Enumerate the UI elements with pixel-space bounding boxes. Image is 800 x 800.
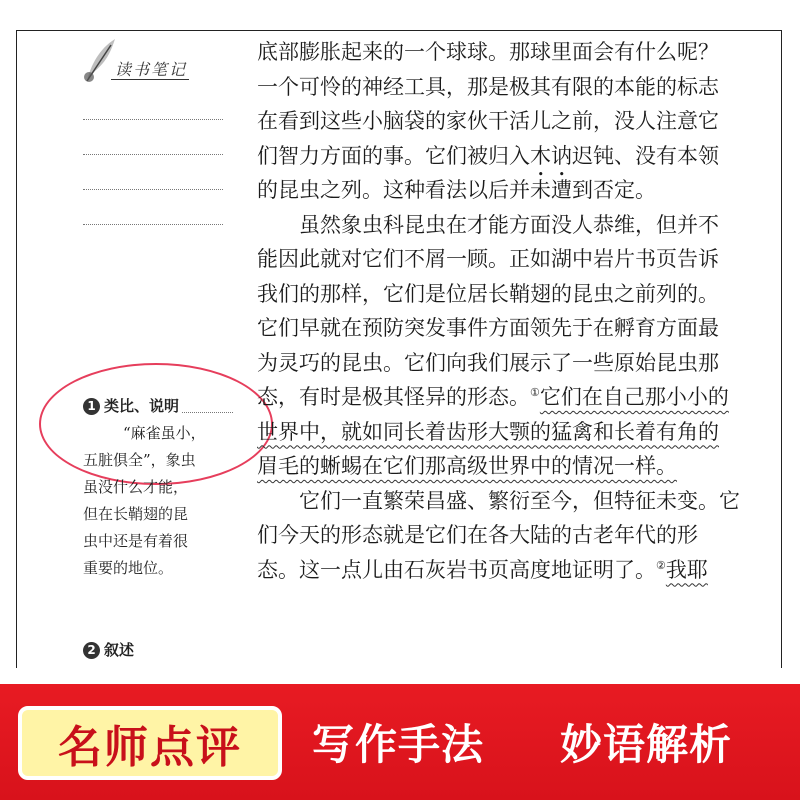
- teacher-review-badge: [18, 706, 282, 780]
- text-line: 在看到这些小脑袋的家伙干活儿之前，没人注意它: [257, 109, 719, 133]
- annotation-heading-text: 类比、说明: [104, 397, 180, 415]
- text-line: 为灵巧的昆虫。它们向我们展示了一些原始昆虫那: [257, 350, 719, 375]
- annotation-line: 虫中还是有着很: [83, 532, 189, 550]
- text-line: [257, 449, 782, 484]
- annotation-number-badge: 2: [83, 642, 100, 659]
- badge-label: 名师点评: [58, 722, 242, 773]
- text-line: 能因此就对它们不屑一顾。正如湖中岩片书页告诉: [257, 247, 719, 271]
- annotation-line: 重要的地位。: [83, 559, 174, 577]
- annotation-number-badge: 1: [83, 398, 100, 415]
- annotation-line: 虽没什么才能，: [83, 478, 189, 496]
- annotation-2: [83, 637, 233, 664]
- text-line: 它们早就在预防突发事件方面领先于在孵育方面最: [257, 316, 719, 340]
- note-writing-line: [83, 189, 223, 190]
- annotation-heading-text: 叙述: [104, 641, 135, 659]
- text-line: [257, 553, 782, 588]
- text-segment: 们智力方面的事。它们被归入: [257, 143, 530, 168]
- banner-item-phrase-analysis: 妙语解析: [560, 720, 733, 769]
- annotation-heading: [83, 393, 233, 420]
- text-segment: 迟钝、没有本领: [572, 143, 719, 168]
- text-line: [257, 380, 782, 415]
- paragraph-start-line: 它们一直繁荣昌盛、繁衍至今，但特征未变。它: [299, 488, 740, 513]
- text-segment: 态。这一点儿由石灰岩书页高度地证明了。: [257, 557, 656, 582]
- annotation-line: 五脏俱全”，象虫: [83, 451, 196, 469]
- note-writing-line: [83, 224, 223, 225]
- text-line: 一个可怜的神经工具，那是极其有限的本能的标志: [257, 74, 719, 99]
- note-writing-line: [83, 119, 223, 120]
- paragraph-start-line: 虽然象虫科昆虫在才能方面没人恭维，但并不: [299, 212, 719, 237]
- reading-notes-title: 读书笔记: [115, 60, 188, 79]
- text-line: 的昆虫之列。这种看法以后并未遭到否定。: [257, 178, 656, 202]
- annotation-heading: [83, 637, 233, 664]
- annotation-line: 但在长鞘翅的昆: [83, 505, 189, 523]
- footnote-marker: ①: [530, 386, 540, 399]
- text-line: [257, 415, 782, 450]
- wavy-underlined-text: 我耶: [665, 557, 708, 582]
- note-writing-line: [83, 154, 223, 155]
- text-line: 们今天的形态就是它们在各大陆的古老年代的形: [257, 523, 698, 547]
- wavy-underlined-text: 它们在自己那小小的: [539, 385, 729, 409]
- footnote-marker: ②: [656, 558, 666, 572]
- reading-notes-sidebar: [17, 31, 247, 668]
- text-line: 我们的那样，它们是位居长鞘翅的昆虫之前列的。: [257, 281, 719, 306]
- main-text-body: [257, 35, 782, 587]
- divider: [111, 79, 189, 80]
- divider: [182, 400, 233, 413]
- promo-banner: [0, 684, 800, 800]
- reading-notes-header: [81, 35, 201, 87]
- wavy-underlined-text: 眉毛的蜥蜴在它们那高级世界中的情况一样。: [257, 454, 677, 478]
- annotation-line: “麻雀虽小，: [123, 424, 206, 442]
- book-page: [16, 30, 782, 668]
- text-line: 底部膨胀起来的一个球球。那球里面会有什么呢？: [257, 40, 719, 64]
- annotation-1: [83, 393, 233, 582]
- text-line: [257, 139, 782, 174]
- text-segment: 态，有时是极其怪异的形态。: [257, 385, 530, 409]
- cut-off-text-line: [257, 667, 719, 668]
- banner-item-writing-technique: 写作手法: [312, 720, 485, 769]
- wavy-underlined-text: 世界中，就如同长着齿形大颚的猛禽和长着有角的: [257, 419, 719, 444]
- emphasized-word: 木讷: [530, 143, 572, 168]
